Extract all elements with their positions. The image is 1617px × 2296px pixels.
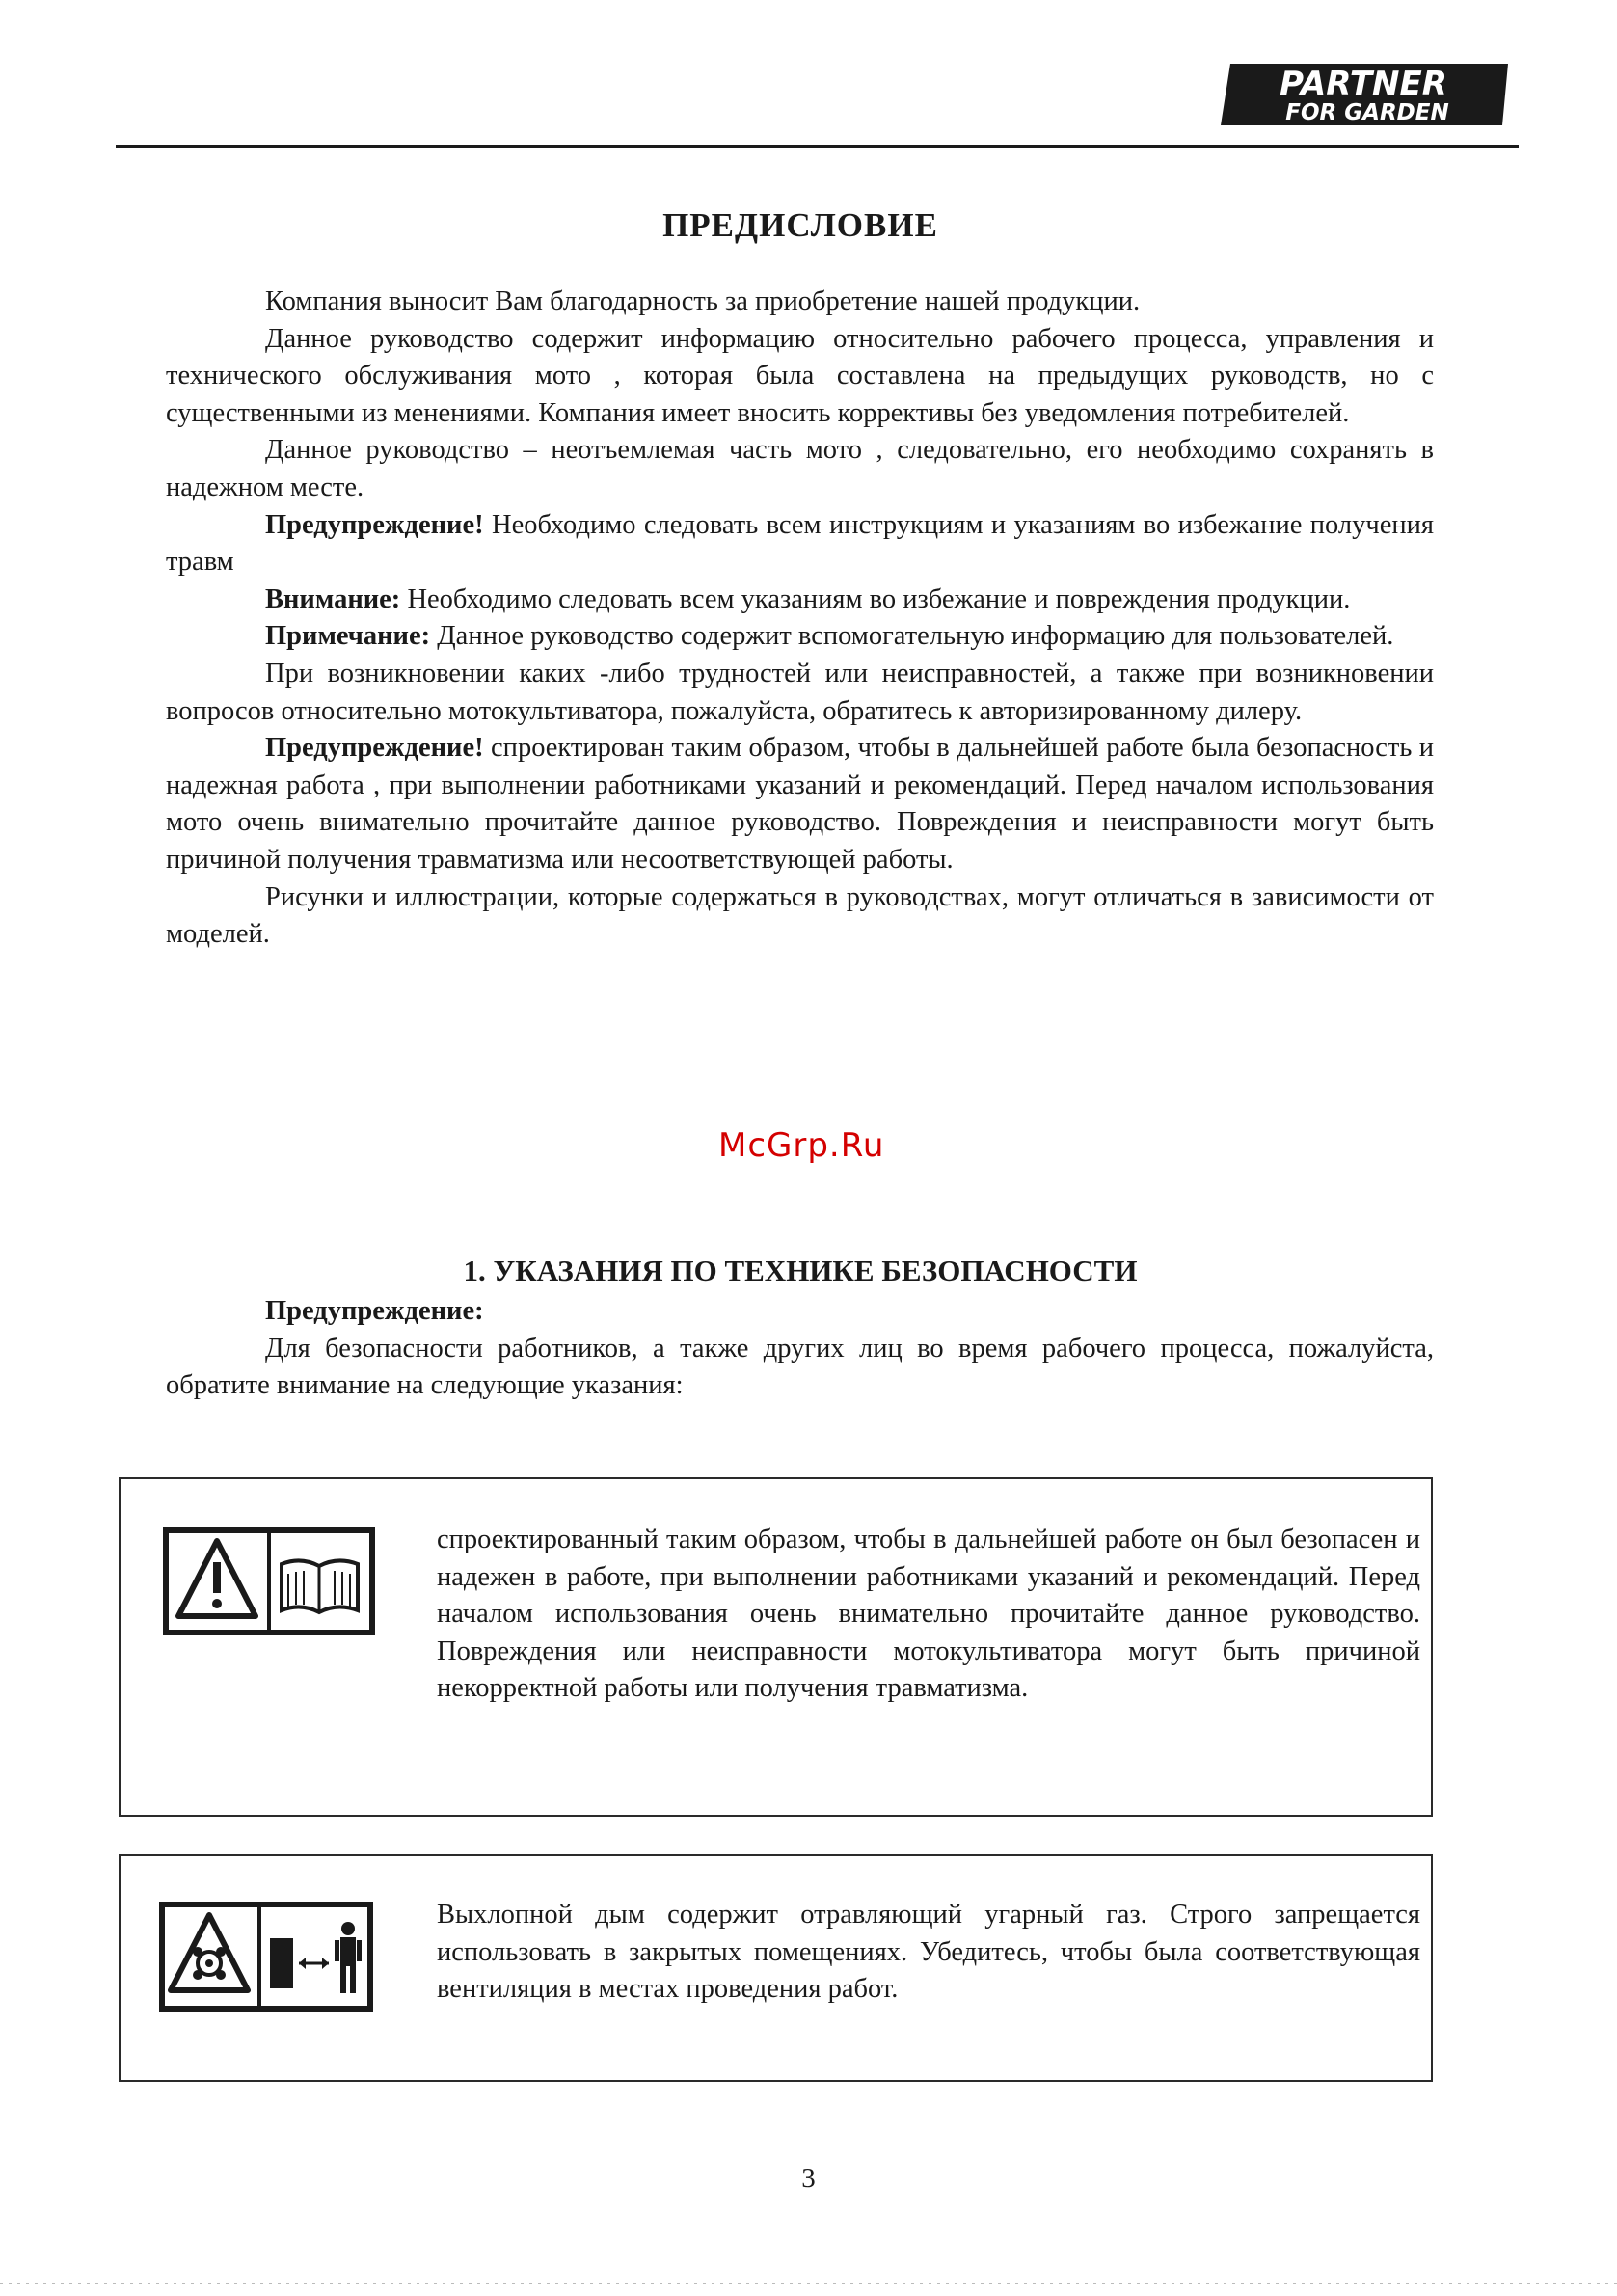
warning-label: Предупреждение! [265, 509, 484, 540]
notice-text: Выхлопной дым содержит отравляющий угарный газ. Строго запрещается использовать в закрытых помещениях. Убедитесь, чтобы была соответствующая вентиляция в местах проведения работ. [437, 1900, 1420, 2005]
preface-warning-paragraph: Предупреждение! спроектирован таким образом, чтобы в дальнейшей работе была безопасность и надежная работа , при выполнении работниками указаний и рекомендаций. Перед началом использования мото очень внимательно прочитайте данное руководство. Повреждения и неисправности могут быть причиной получения травматизма или несоответствующей работы. [166, 733, 1434, 875]
preface-paragraph: При возникновении каких -либо трудностей или неисправностей, а также при возникновении вопросов относительно мотокультиватора, пожалуйста, обратитесь к авторизированному дилеру. [166, 658, 1434, 726]
notice-box-exhaust [119, 1854, 1433, 2082]
preface-warning-paragraph: Предупреждение! Необходимо следовать всем инструкциям и указаниям во избежание получения травм [166, 509, 1434, 578]
warning-label: Предупреждение! [265, 733, 484, 764]
page-title: ПРЕДИСЛОВИЕ [662, 206, 938, 244]
preface-paragraph: Компания выносит Вам благодарность за приобретение нашей продукции. [265, 286, 1141, 316]
logo-line2: FOR GARDEN [1285, 100, 1449, 125]
preface-text [166, 284, 1434, 954]
notice-box-manual [119, 1477, 1433, 1817]
safety-warning-label: Предупреждение: [265, 1296, 484, 1326]
preface-note-paragraph: Примечание: Данное руководство содержит вспомогательную информацию для пользователей. [265, 621, 1394, 652]
logo-line1: PARTNER [1280, 65, 1447, 103]
toxic-exhaust-keep-distance-icon [159, 1902, 373, 2012]
section-title: 1. УКАЗАНИЯ ПО ТЕХНИКЕ БЕЗОПАСНОСТИ [463, 1254, 1138, 1287]
preface-paragraph: Данное руководство – неотъемлемая часть мото , следовательно, его необходимо сохранять в надежном месте. [166, 435, 1434, 502]
watermark: McGrp.Ru [718, 1126, 885, 1165]
page-number: 3 [801, 2163, 816, 2194]
notice-text: спроектированный таким образом, чтобы в дальнейшей работе он был безопасен и надежен в работе, при выполнении работниками указаний и рекомендаций. Перед началом использования очень внимательно прочитайте данное руководство. Повреждения или неисправности мотокультиватора могут быть причиной некорректной работы или получения травматизма. [437, 1525, 1420, 1704]
partner-for-garden-logo [1217, 60, 1516, 129]
warning-read-manual-icon [163, 1527, 375, 1635]
note-label: Примечание: [265, 621, 431, 652]
header-rule [116, 145, 1519, 148]
preface-paragraph: Данное руководство содержит информацию относительно рабочего процесса, управления и технического обслуживания мото , которая была составлена на предыдущих руководств, но с существенными из менениями. Компания имеет вносить коррективы без уведомления потребителей. [166, 323, 1434, 428]
preface-paragraph: Рисунки и иллюстрации, которые содержаться в руководствах, могут отличаться в зависимости от моделей. [166, 881, 1434, 950]
scan-edge-noise [0, 2283, 1617, 2284]
attention-label: Внимание: [265, 583, 401, 614]
safety-intro [166, 1293, 1434, 1405]
safety-intro-paragraph: Для безопасности работников, а также других лиц во время рабочего процесса, пожалуйста, обратите внимание на следующие указания: [166, 1333, 1434, 1401]
preface-attention-paragraph: Внимание: Необходимо следовать всем указаниям во избежание и повреждения продукции. [265, 583, 1351, 614]
